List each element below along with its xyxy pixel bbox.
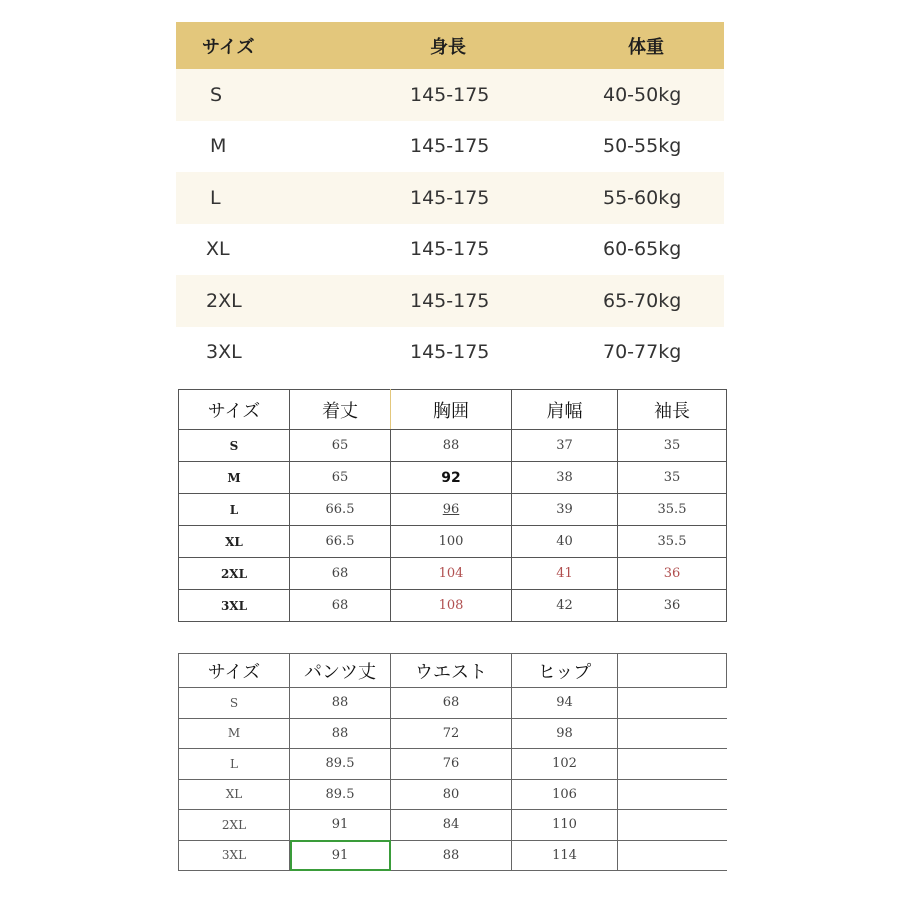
value-cell: 36 <box>618 558 727 590</box>
size-guide-header <box>176 22 724 69</box>
value-cell: 37 <box>512 430 618 462</box>
value-cell: 114 <box>512 840 618 871</box>
value-cell: 110 <box>512 810 618 841</box>
value-cell: 89.5 <box>290 779 391 810</box>
weight-cell: 60-65kg <box>603 238 682 261</box>
value-cell <box>618 779 727 810</box>
height-cell: 145-175 <box>410 238 490 261</box>
size-guide-row <box>176 224 724 276</box>
value-cell: 40 <box>512 526 618 558</box>
value-cell: 41 <box>512 558 618 590</box>
size-cell: 3XL <box>179 840 290 871</box>
table-row <box>179 779 727 810</box>
table-row <box>179 688 727 719</box>
pants-measurement-table <box>178 653 727 871</box>
size-cell: 3XL <box>179 590 290 622</box>
value-cell: 91 <box>290 810 391 841</box>
height-cell: 145-175 <box>410 289 490 312</box>
header-size: サイズ <box>202 36 255 58</box>
size-guide-row <box>176 121 724 173</box>
value-cell: 35.5 <box>618 494 727 526</box>
size-cell: M <box>179 462 290 494</box>
column-header: 胸囲 <box>391 390 512 430</box>
value-cell: 106 <box>512 779 618 810</box>
value-cell: 94 <box>512 688 618 719</box>
size-guide-row <box>176 327 724 379</box>
table-row <box>179 718 727 749</box>
size-cell: S <box>179 430 290 462</box>
column-header: 着丈 <box>290 390 391 430</box>
size-guide-rows <box>176 69 724 378</box>
size-guide-row <box>176 172 724 224</box>
weight-cell: 50-55kg <box>603 135 682 158</box>
value-cell: 92 <box>391 462 512 494</box>
value-cell: 108 <box>391 590 512 622</box>
table-row <box>179 749 727 780</box>
value-cell: 42 <box>512 590 618 622</box>
value-cell <box>618 810 727 841</box>
header-weight: 体重 <box>628 36 664 58</box>
size-guide-row <box>176 69 724 121</box>
size-cell: M <box>210 135 227 158</box>
size-cell: S <box>179 688 290 719</box>
size-cell: M <box>179 718 290 749</box>
table-row <box>179 840 727 871</box>
table-row <box>179 810 727 841</box>
size-cell: XL <box>179 526 290 558</box>
value-cell: 88 <box>290 688 391 719</box>
value-cell <box>618 749 727 780</box>
size-cell: XL <box>206 238 230 261</box>
size-cell: 2XL <box>179 810 290 841</box>
value-cell: 96 <box>391 494 512 526</box>
value-cell: 68 <box>290 590 391 622</box>
column-header: 肩幅 <box>512 390 618 430</box>
weight-cell: 40-50kg <box>603 83 682 106</box>
value-cell: 89.5 <box>290 749 391 780</box>
value-cell: 88 <box>391 840 512 871</box>
table-row <box>179 526 727 558</box>
value-cell: 39 <box>512 494 618 526</box>
height-cell: 145-175 <box>410 186 490 209</box>
top-measurement-table <box>178 389 727 622</box>
value-cell: 80 <box>391 779 512 810</box>
value-cell <box>618 688 727 719</box>
header-height: 身長 <box>430 36 466 58</box>
value-cell: 65 <box>290 430 391 462</box>
weight-cell: 55-60kg <box>603 186 682 209</box>
weight-cell: 65-70kg <box>603 289 682 312</box>
value-cell: 104 <box>391 558 512 590</box>
size-guide-row <box>176 275 724 327</box>
value-cell: 35.5 <box>618 526 727 558</box>
size-guide-table <box>176 22 724 378</box>
value-cell: 84 <box>391 810 512 841</box>
value-cell: 91 <box>290 840 391 871</box>
column-header: 袖長 <box>618 390 727 430</box>
size-cell: L <box>179 749 290 780</box>
value-cell: 38 <box>512 462 618 494</box>
value-cell <box>618 840 727 871</box>
size-cell: 3XL <box>206 341 242 364</box>
value-cell: 35 <box>618 462 727 494</box>
table-row <box>179 430 727 462</box>
table-row <box>179 494 727 526</box>
height-cell: 145-175 <box>410 83 490 106</box>
column-header: サイズ <box>179 654 290 688</box>
size-cell: L <box>179 494 290 526</box>
value-cell: 65 <box>290 462 391 494</box>
height-cell: 145-175 <box>410 135 490 158</box>
table-row <box>179 462 727 494</box>
value-cell: 68 <box>391 688 512 719</box>
column-header: パンツ丈 <box>290 654 391 688</box>
size-cell: XL <box>179 779 290 810</box>
value-cell: 35 <box>618 430 727 462</box>
value-cell: 100 <box>391 526 512 558</box>
column-header: サイズ <box>179 390 290 430</box>
value-cell: 88 <box>290 718 391 749</box>
column-header: ヒップ <box>512 654 618 688</box>
value-cell: 36 <box>618 590 727 622</box>
table-header-row <box>179 390 727 430</box>
value-cell <box>618 718 727 749</box>
value-cell: 76 <box>391 749 512 780</box>
value-cell: 66.5 <box>290 494 391 526</box>
size-cell: 2XL <box>179 558 290 590</box>
value-cell: 88 <box>391 430 512 462</box>
column-header <box>618 654 727 688</box>
value-cell: 102 <box>512 749 618 780</box>
value-cell: 68 <box>290 558 391 590</box>
table-row <box>179 558 727 590</box>
table-header-row <box>179 654 727 688</box>
size-cell: S <box>210 83 223 106</box>
size-cell: 2XL <box>206 289 242 312</box>
column-header: ウエスト <box>391 654 512 688</box>
size-cell: L <box>210 186 221 209</box>
table-row <box>179 590 727 622</box>
value-cell: 66.5 <box>290 526 391 558</box>
height-cell: 145-175 <box>410 341 490 364</box>
value-cell: 98 <box>512 718 618 749</box>
value-cell: 72 <box>391 718 512 749</box>
weight-cell: 70-77kg <box>603 341 682 364</box>
